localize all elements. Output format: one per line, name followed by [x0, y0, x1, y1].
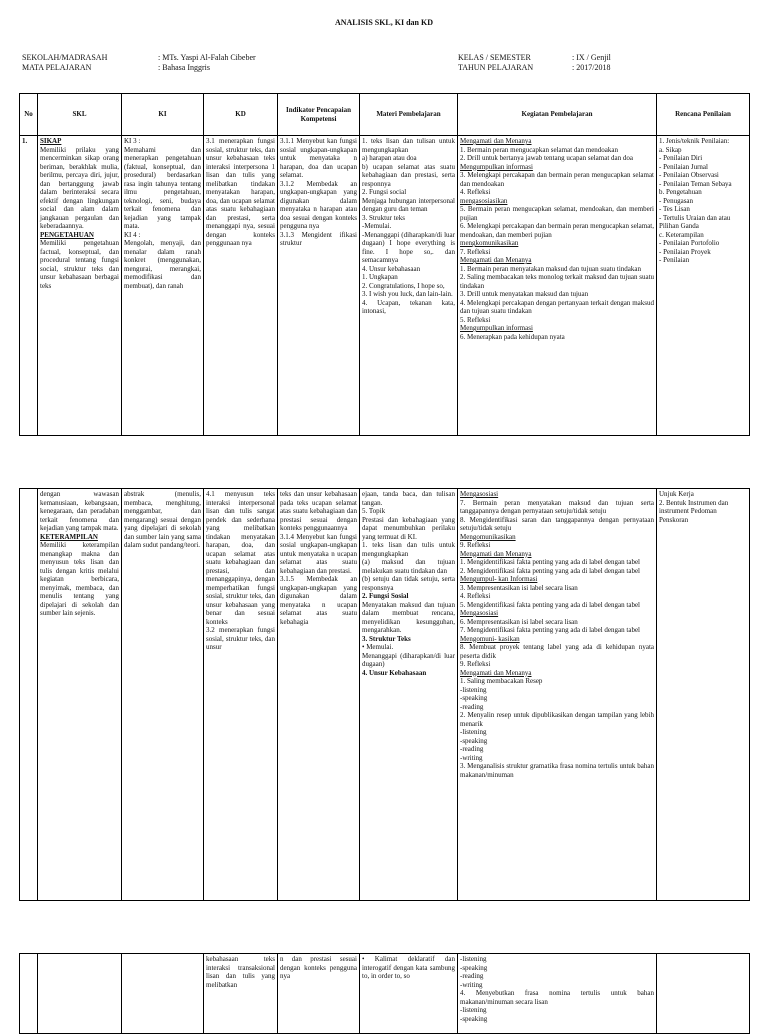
cell-kegiatan — [458, 489, 657, 901]
text-line: - Penilaian Teman Sebaya — [659, 179, 732, 188]
text-line: 3.1.3 Mengident ifikasi struktur — [280, 230, 357, 247]
table-row — [20, 954, 750, 1034]
text-line: 6. Mempresentasikan isi label secara lisan — [460, 617, 578, 626]
text-line: 8. Mengidentifikasi saran dan tanggapannya dengan pernyataan setuju/tidak setuju — [460, 515, 654, 532]
header-penilaian: Rencana Penilaian — [657, 94, 750, 136]
text-line: 3.1.4 Menyebut kan fungsi sosial ungkapan-ungkapan untuk menyataka n ucapan selamat atas suatu kebahagiaan dan prestasi. — [280, 532, 357, 575]
text-line: Memiliki pengetahuan factual, konseptual, dan procedural tentang fungsi social, struktur teks dan unsur kebahasaan berbagai teks — [40, 239, 119, 290]
header-materi: Materi Pembelajaran — [360, 94, 458, 136]
text-line: -listening — [460, 1006, 487, 1014]
document-title: ANALISIS SKL, KI dan KD — [334, 18, 434, 27]
cell-materi — [360, 489, 458, 901]
table-row — [20, 489, 750, 901]
meta-value: : IX / Genjil — [572, 53, 611, 62]
text-line: 2. Fungsi Sosial — [362, 592, 409, 600]
cell-kd: kebahasaan teks interaksi transaksional lisan dan tulis yang melibatkan — [204, 954, 278, 1034]
text-line: Mengumpul- kan Informasi — [460, 575, 538, 583]
text-line: KI 3 : — [124, 137, 141, 145]
text-line: 2. Saling membacakan teks monolog terkait maksud dan tujuan suatu tindakan — [460, 273, 655, 290]
text-line: -speaking — [460, 1014, 488, 1023]
text-line: 4. Unsur kebahasaan — [362, 264, 421, 273]
text-line: -speaking — [460, 694, 488, 702]
text-line: 1. teks lisan dan tulisan untuk mengungkapkan — [362, 137, 455, 154]
text-line: 2. Congratulations, I hope so, — [362, 281, 445, 290]
text-line: - Tertulis Uraian dan atau Pilihan Ganda — [659, 213, 731, 230]
cell-kegiatan — [458, 954, 657, 1034]
text-line: 3.2 menerapkan fungsi sosial, struktur teks, dan unsur — [206, 626, 275, 651]
text-line: 1. Bermain peran menyatakan maksud dan tujuan suatu tindakan — [460, 264, 641, 273]
text-line: -speaking — [460, 963, 488, 972]
cell-indikator: n dan prestasi sesuai dengan konteks pengguna nya — [278, 954, 360, 1034]
text-line: - Penilaian Diri — [659, 154, 703, 162]
meta-row — [458, 63, 611, 73]
text-line: -listening — [460, 728, 487, 736]
text-line: Mengumpulkan informasi — [460, 324, 533, 332]
text-line: 3. Drill untuk menyatakan maksud dan tujuan — [460, 290, 589, 298]
text-line: 3. Menganalisis struktur gramatika frasa nomina tertulis untuk bahan makanan/minuman — [460, 762, 654, 779]
text-line: Memahami dan menerapkan pengetahuan (faktual, konseptual, dan prosedural) berdasarkan rasa ingin tahunya tentang ilmu pengetahuan, teknologi, seni, budaya terkait fenomena dan kejadian yang tampak mata. — [124, 145, 201, 230]
text-line: 1. teks lisan dan tulis untuk mengungkapkan — [362, 541, 455, 558]
text-line: 3. Struktur Teks — [362, 634, 411, 643]
cell-no: 1. — [20, 136, 38, 436]
text-line: Menjaga hubungan interpersonal dengan guru dan teman — [362, 196, 455, 213]
text-line: -reading — [460, 745, 484, 753]
text-line: Menyatakan maksud dan tujuan dalam membuat rencana, menyelidikan kesungguhan, mengarahkan. — [362, 600, 455, 634]
text-line: (a) maksud dan tujuan melakukan suatu tindakan dan — [362, 558, 455, 575]
text-line: 3.1.1 Menyebut kan fungsi sosial ungkapan-ungkapan untuk menyataka n harapan, doa dan ucapan selamat. — [280, 137, 357, 179]
cell-materi — [360, 136, 458, 436]
text-line: mengasosiasikan — [460, 196, 508, 205]
text-line: 2. Menyalin resep untuk dipublikasikan dengan tampilan yang lebih menarik — [460, 711, 654, 728]
text-line: -reading — [460, 702, 484, 711]
meta-row — [458, 53, 611, 63]
text-line: a) harapan atau doa — [362, 154, 417, 162]
cell-penilaian — [657, 489, 750, 901]
cell-materi: • Kalimat deklaratif dan interogatif dengan kata sambung to, in order to, so — [360, 954, 458, 1034]
header-ki: KI — [122, 94, 204, 136]
text-line: Mengamati dan Menanya — [460, 549, 532, 558]
cell-skl — [38, 136, 122, 436]
text-line: Mengomuni- kasikan — [460, 634, 520, 643]
header-kegiatan: Kegiatan Pembelajaran — [458, 94, 657, 136]
text-line: 5. Bermain peran mengucapkan selamat, mendoakan, dan memberi pujian — [460, 205, 654, 222]
text-line: 4. Melengkapi percakapan dengan pertanyaan terkait dengan maksud dan tujuan suatu tindakan — [460, 298, 654, 315]
text-line: dengan wawasan kemanusiaan, kebangsaan, kenegaraan, dan peradaban terkait fenomena dan kejadian yang tampak mata. — [40, 490, 119, 532]
text-line: 7. Bermain peran menyatakan maksud dan tujuan serta tanggapannya dengan pernyataan setuju/tidak setuju — [460, 498, 654, 515]
cell-ki — [122, 136, 204, 436]
text-line: 1. Mengidentifikasi fakta penting yang ada di label dengan tabel — [460, 558, 640, 566]
text-line: Unjuk Kerja — [659, 490, 694, 498]
text-line: 1. Bermain peran mengucapkan selamat dan mendoakan — [460, 145, 619, 154]
meta-label: KELAS / SEMESTER — [458, 53, 531, 62]
text-line: Mengamati dan Menanya — [460, 668, 532, 677]
text-line: Memiliki keterampilan menangkap makna dan menyusun teks lisan dan tulis dengan kritis melalui kegiatan berbicara, menyimak, membaca, dan menulis tentang yang dipelajari di sekolah dan sumber lain sejenis. — [40, 541, 119, 617]
text-line: 3.1.2 Membedak an ungkapan-ungkapan yang digunakan dalam menyataka n harapan atau doa sesuai dengan konteks pengguna nya — [280, 179, 357, 230]
text-line: Mengasosiasi — [460, 490, 499, 498]
text-line: • Memulai. — [362, 643, 394, 651]
header-row — [20, 94, 750, 136]
cell-indikator — [278, 489, 360, 901]
analysis-table-part-2 — [19, 488, 750, 901]
text-line: teks dan unsur kebahasaan pada teks ucapan selamat atas suatu kebahagiaan dan prestasi sesuai dengan konteks penggunaannya — [280, 490, 357, 532]
text-line: b) ucapan selamat atas suatu kebahagiaan dan prestasi, serta responnya — [362, 162, 455, 188]
text-line: KI 4 : — [124, 230, 141, 239]
text-line: KETERAMPILAN — [40, 532, 98, 541]
text-line: a. Sikap — [659, 145, 682, 154]
text-line: b. Pengetahuan — [659, 188, 702, 196]
analysis-table-part-3 — [19, 953, 750, 1034]
meta-value: : Bahasa Inggris — [158, 63, 210, 72]
text-line: 8. Membuat proyek tentang label yang ada di kehidupan nyata peserta didik — [460, 643, 654, 660]
text-line: 7. Mengidentifikasi fakta penting yang ada di label dengan tabel — [460, 626, 640, 634]
text-line: c. Keterampilan — [659, 230, 704, 239]
text-line: 1. Ungkapan — [362, 273, 398, 281]
text-line: -writing — [460, 753, 483, 762]
cell-ki: abstrak (menulis, membaca, menghitung, menggambar, dan mengarang) sesuai dengan yang dipelajari di sekolah dan sumber lain yang sama dalam sudut pandang/teori. — [122, 489, 204, 901]
meta-label: TAHUN PELAJARAN — [458, 63, 534, 72]
meta-right — [458, 53, 611, 73]
text-line: Mengamati dan Menanya — [460, 256, 532, 264]
cell-skl — [38, 489, 122, 901]
text-line: - Penilaian Portofolio — [659, 239, 720, 247]
text-line: 3. Melengkapi percakapan dan bermain peran mengucapkan selamat dan mendoakan — [460, 171, 654, 188]
text-line: 4.1 menyusun teks interaksi interpersonal lisan dan tulis sangat pendek dan sederhana yang melibatkan tindakan menyatakan harapan, doa, dan ucapan selamat atas suatu kebahagiaan dan prestasi, dan menanggapinya, dengan memperhatikan fungsi sosial, struktur teks, dan unsur kebahasaan yang benar dan sesuai konteks — [206, 490, 275, 626]
header-kd: KD — [204, 94, 278, 136]
text-line: 3. Mempresentasikan isi label secara lisan — [460, 583, 578, 592]
text-line: 3. Struktur teks — [362, 213, 405, 222]
header-skl: SKL — [38, 94, 122, 136]
text-line: 4. Unsur Kebahasaan — [362, 668, 427, 677]
text-line: 9. Refleksi — [460, 660, 491, 668]
cell-kd — [204, 489, 278, 901]
text-line: -speaking — [460, 736, 488, 745]
text-line: - Penilaian Proyek — [659, 247, 711, 256]
text-line: Mengumpulkan informasi — [460, 162, 533, 171]
text-line: -Menanggapi (diharapkan/di luar dugaan) I hope everything is fine. I hope so,. dan semacamnya — [362, 230, 455, 264]
text-line: - Penugasan — [659, 196, 694, 205]
text-line: 3. I wish you luck, dan lain-lain. — [362, 290, 453, 298]
cell-ki — [122, 954, 204, 1034]
text-line: 2. Drill untuk bertanya jawab tentang ucapan selamat dan doa — [460, 154, 633, 162]
text-line: 9. Refleksi — [460, 541, 491, 549]
text-line: - Penilaian Jurnal — [659, 162, 708, 171]
text-line: -writing — [460, 980, 483, 989]
text-line: ejaan, tanda baca, dan tulisan tangan. — [362, 490, 455, 507]
header-no: No — [20, 94, 38, 136]
text-line: 2. Fungsi social — [362, 188, 407, 196]
text-line: Mengomunikasikan — [460, 532, 516, 541]
text-line: 1. Saling membacakan Resep — [460, 677, 543, 685]
text-line: 2. Mengidentifikasi fakta penting yang ada di label dengan tabel — [460, 566, 640, 575]
text-line: 4. Ucapan, tekanan kata, intonasi, — [362, 298, 455, 315]
text-line: Mengolah, menyaji, dan menalar dalam ranah konkret (menggunakan, mengurai, merangkai, memodifikasi dan membuat), dan ranah — [124, 239, 201, 290]
text-line: - Tes Lisan — [659, 205, 690, 213]
text-line: 5. Topik — [362, 507, 386, 515]
header-indikator: Indikator Pencapaian Kompetensi — [278, 94, 360, 136]
meta-label: SEKOLAH/MADRASAH — [22, 53, 108, 62]
meta-left — [22, 53, 256, 73]
meta-row — [22, 63, 256, 73]
text-line: 5. Mengidentifikasi fakta penting yang ada di label dengan tabel — [460, 600, 640, 609]
text-line: -Memulai. — [362, 222, 392, 230]
text-line: Memiliki prilaku yang mencerminkan sikap orang beriman, berakhlak mulia, berilmu, percaya diri, jujur, dan bertanggung jawab dalam berinteraksi secara efektif dengan lingkungan social dan alam dalam jangkauan pergaulan dan keberadaannya. — [40, 145, 119, 230]
text-line: 1. Jenis/teknik Penilaian: — [659, 137, 730, 145]
cell-no — [20, 489, 38, 901]
cell-penilaian — [657, 136, 750, 436]
text-line: 5. Refleksi — [460, 315, 491, 324]
text-line: -listening — [460, 685, 487, 694]
text-line: (b) setuju dan tidak setuju, serta responsnya — [362, 575, 455, 592]
cell-kegiatan — [458, 136, 657, 436]
cell-no — [20, 954, 38, 1034]
text-line: - Penilaian — [659, 256, 690, 264]
text-line: Mengasosiasi — [460, 609, 499, 617]
text-line: Mengamati dan Menanya — [460, 137, 532, 145]
cell-indikator — [278, 136, 360, 436]
text-line: 4. Refleksi — [460, 592, 491, 600]
cell-kd: 3.1 menerapkan fungsi sosial, struktur teks, dan unsur kebahasaan teks interaksi interpersona 1 lisan dan tulis yang melibatkan tindakan menyatakan harapan, doa, dan ucapan selamat atas suatu kebahagiaan dan prestasi, serta menanggapi nya, sesuai dengan konteks penggunaan nya — [204, 136, 278, 436]
text-line: 3.1.5 Membedak an ungkapan-ungkapan yang digunakan dalam menyataka n ucapan selamat atas suatu kebahagia — [280, 575, 357, 626]
meta-label: MATA PELAJARAN — [22, 63, 92, 72]
text-line: 4. Menyebutkan frasa nomina tertulis untuk bahan makanan/minuman secara lisan — [460, 989, 654, 1006]
text-line: 6. Melengkapi percakapan dan bermain peran mengucapkan selamat, mendoakan, dan memberi pujian — [460, 222, 654, 239]
meta-row — [22, 53, 256, 63]
cell-penilaian — [657, 954, 750, 1034]
analysis-table-part-1 — [19, 93, 750, 436]
text-line: 6. Menerapkan pada kehidupan nyata — [460, 332, 565, 341]
text-line: Menanggapi (diharapkan/di luar dugaan) — [362, 651, 455, 668]
text-line: - Penilaian Observasi — [659, 171, 719, 179]
cell-skl — [38, 954, 122, 1034]
meta-value: : 2017/2018 — [572, 63, 611, 72]
meta-value: : MTs. Yaspi Al-Falah Cibeber — [158, 53, 256, 62]
text-line: mengkomunikasikan — [460, 239, 519, 247]
table-row — [20, 136, 750, 436]
text-line: 7. Refleksi — [460, 247, 491, 256]
text-line: -listening — [460, 955, 487, 963]
text-line: -reading — [460, 972, 484, 980]
text-line: SIKAP — [40, 137, 62, 145]
text-line: PENGETAHUAN — [40, 230, 94, 239]
text-line: 4. Refleksi — [460, 188, 491, 196]
text-line: Prestasi dan kebahagiaan yang dapat menumbuhkan perilaku yang termuat di KI. — [362, 515, 455, 541]
text-line: 2. Bentuk Instrumen dan instrument Pedoman Penskoran — [659, 498, 729, 524]
